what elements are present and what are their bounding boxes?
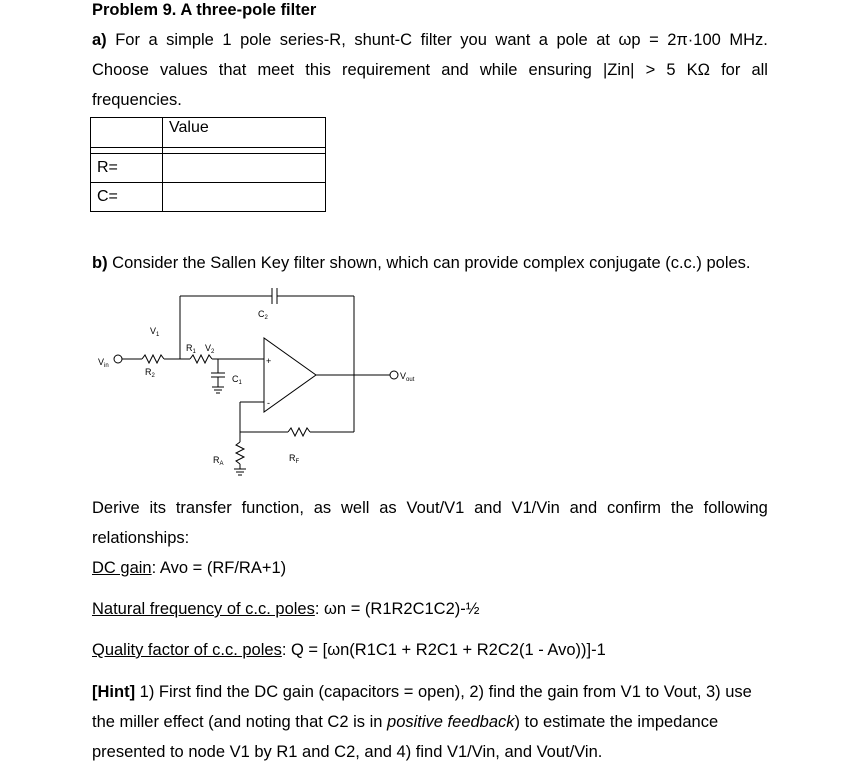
word: |Zin| [602, 61, 635, 79]
word: requirement [342, 61, 431, 79]
label-rf: $R_F$ [289, 453, 300, 465]
part-a-line1 [92, 31, 768, 50]
word: MHz. [729, 31, 768, 49]
table-row [91, 183, 326, 212]
quality-label: Quality factor of c.c. poles [92, 641, 282, 659]
label-v2: $V_2$ [205, 343, 215, 355]
word: all [751, 61, 768, 79]
word: shunt-C [354, 31, 413, 49]
word: this [305, 61, 331, 79]
table-row-value[interactable] [163, 154, 326, 183]
hint-line1 [92, 683, 752, 702]
word: 5 [666, 61, 676, 79]
hint-line3: presented to node V1 by R1 and C2, and 4) find V1/Vin, and Vout/Vin. [92, 743, 603, 761]
label-minus: - [267, 398, 270, 408]
sallen-key-circuit [80, 282, 460, 482]
natural-freq-expr: ωn = (R1R2C1C2)-½ [324, 600, 480, 618]
label-ra: $R_A$ [213, 455, 224, 467]
word: ωp [618, 31, 641, 49]
derive-line1 [92, 499, 768, 518]
hint-label: [Hint] [92, 683, 136, 701]
word: for [721, 61, 741, 79]
word: as [379, 499, 397, 517]
word: > [645, 61, 656, 79]
word: and [441, 61, 469, 79]
word: while [479, 61, 518, 79]
quality-line: Quality factor of c.c. poles: Q = [ωn(R1C1 + R2C1 + R2C2(1 - Avo))]-1 [92, 641, 606, 659]
word: series-R, [279, 31, 346, 49]
dc-gain-label: DC gain [92, 559, 152, 577]
word: a [148, 31, 158, 49]
word: = [649, 31, 659, 49]
word: meet [257, 61, 295, 79]
label-v1: $V_1$ [150, 326, 160, 338]
hint-line2-italic: positive feedback [387, 713, 515, 731]
word: 1 [222, 31, 232, 49]
table-header-row [91, 118, 326, 148]
quality-expr: Q = [ωn(R1C1 + R2C1 + R2C2(1 - Avo))]-1 [291, 641, 606, 659]
table-row-label: C= [91, 183, 163, 212]
word: confirm [606, 499, 662, 517]
word: 2π·100 [667, 31, 721, 49]
word: Derive [92, 499, 140, 517]
table-row-value[interactable] [163, 183, 326, 212]
word: transfer [175, 499, 232, 517]
word: simple [166, 31, 214, 49]
hint-line2-pre: the miller effect (and noting that C2 is in [92, 713, 383, 731]
hint-line2-post: ) to estimate the impedance [514, 713, 719, 731]
table-header-empty [91, 118, 163, 148]
part-a-line3: frequencies. [92, 91, 182, 109]
part-b-label: b) [92, 254, 108, 272]
problem-title: Problem 9. A three-pole filter [92, 1, 317, 19]
word: Vout/V1 [406, 499, 465, 517]
natural-freq-label: Natural frequency of c.c. poles [92, 600, 315, 618]
word: and [569, 499, 598, 517]
values-table [90, 117, 326, 212]
natural-freq-line: Natural frequency of c.c. poles: ωn = (R1R2C1C2)-½ [92, 600, 480, 618]
word: function, [241, 499, 304, 517]
dc-gain-expr: Avo = (RF/RA+1) [159, 559, 287, 577]
dc-gain-line: DC gain: Avo = (RF/RA+1) [92, 559, 287, 577]
word: ensuring [528, 61, 592, 79]
word: that [218, 61, 247, 79]
part-b-intro-text: Consider the Sallen Key filter shown, which can provide complex conjugate (c.c.) poles. [112, 254, 751, 272]
word: want [495, 31, 531, 49]
part-a-label: a) [92, 31, 107, 49]
word: pole [240, 31, 272, 49]
part-a-line2 [92, 61, 768, 80]
word: well [341, 499, 370, 517]
word: values [159, 61, 208, 79]
label-plus: + [266, 356, 272, 366]
label-vin: $V_{in}$ [98, 357, 109, 369]
part-b-intro [92, 254, 751, 273]
word: and [474, 499, 502, 517]
label-vout: $V_{out}$ [400, 371, 415, 383]
word: you [460, 31, 487, 49]
label-c1: $C_1$ [232, 374, 242, 386]
word: a [538, 31, 548, 49]
label-r1: $R_1$ [186, 343, 196, 355]
word: following [703, 499, 768, 517]
label-c2: $C_2$ [258, 309, 268, 321]
label-r2: $R_2$ [145, 367, 155, 379]
word: as [313, 499, 332, 517]
hint-line1-text: 1) First find the DC gain (capacitors = open), 2) find the gain from V1 to Vout, 3) use [139, 683, 752, 701]
word: V1/Vin [511, 499, 560, 517]
word: at [596, 31, 610, 49]
derive-line2: relationships: [92, 529, 190, 547]
word: KΩ [686, 61, 710, 79]
word: pole [556, 31, 588, 49]
word: Choose [92, 61, 149, 79]
hint-line2 [92, 713, 718, 732]
word: For [115, 31, 140, 49]
table-row [91, 154, 326, 183]
table-row-label: R= [91, 154, 163, 183]
word: the [670, 499, 694, 517]
word: its [149, 499, 166, 517]
word: filter [420, 31, 452, 49]
table-header-value: Value [163, 118, 326, 148]
